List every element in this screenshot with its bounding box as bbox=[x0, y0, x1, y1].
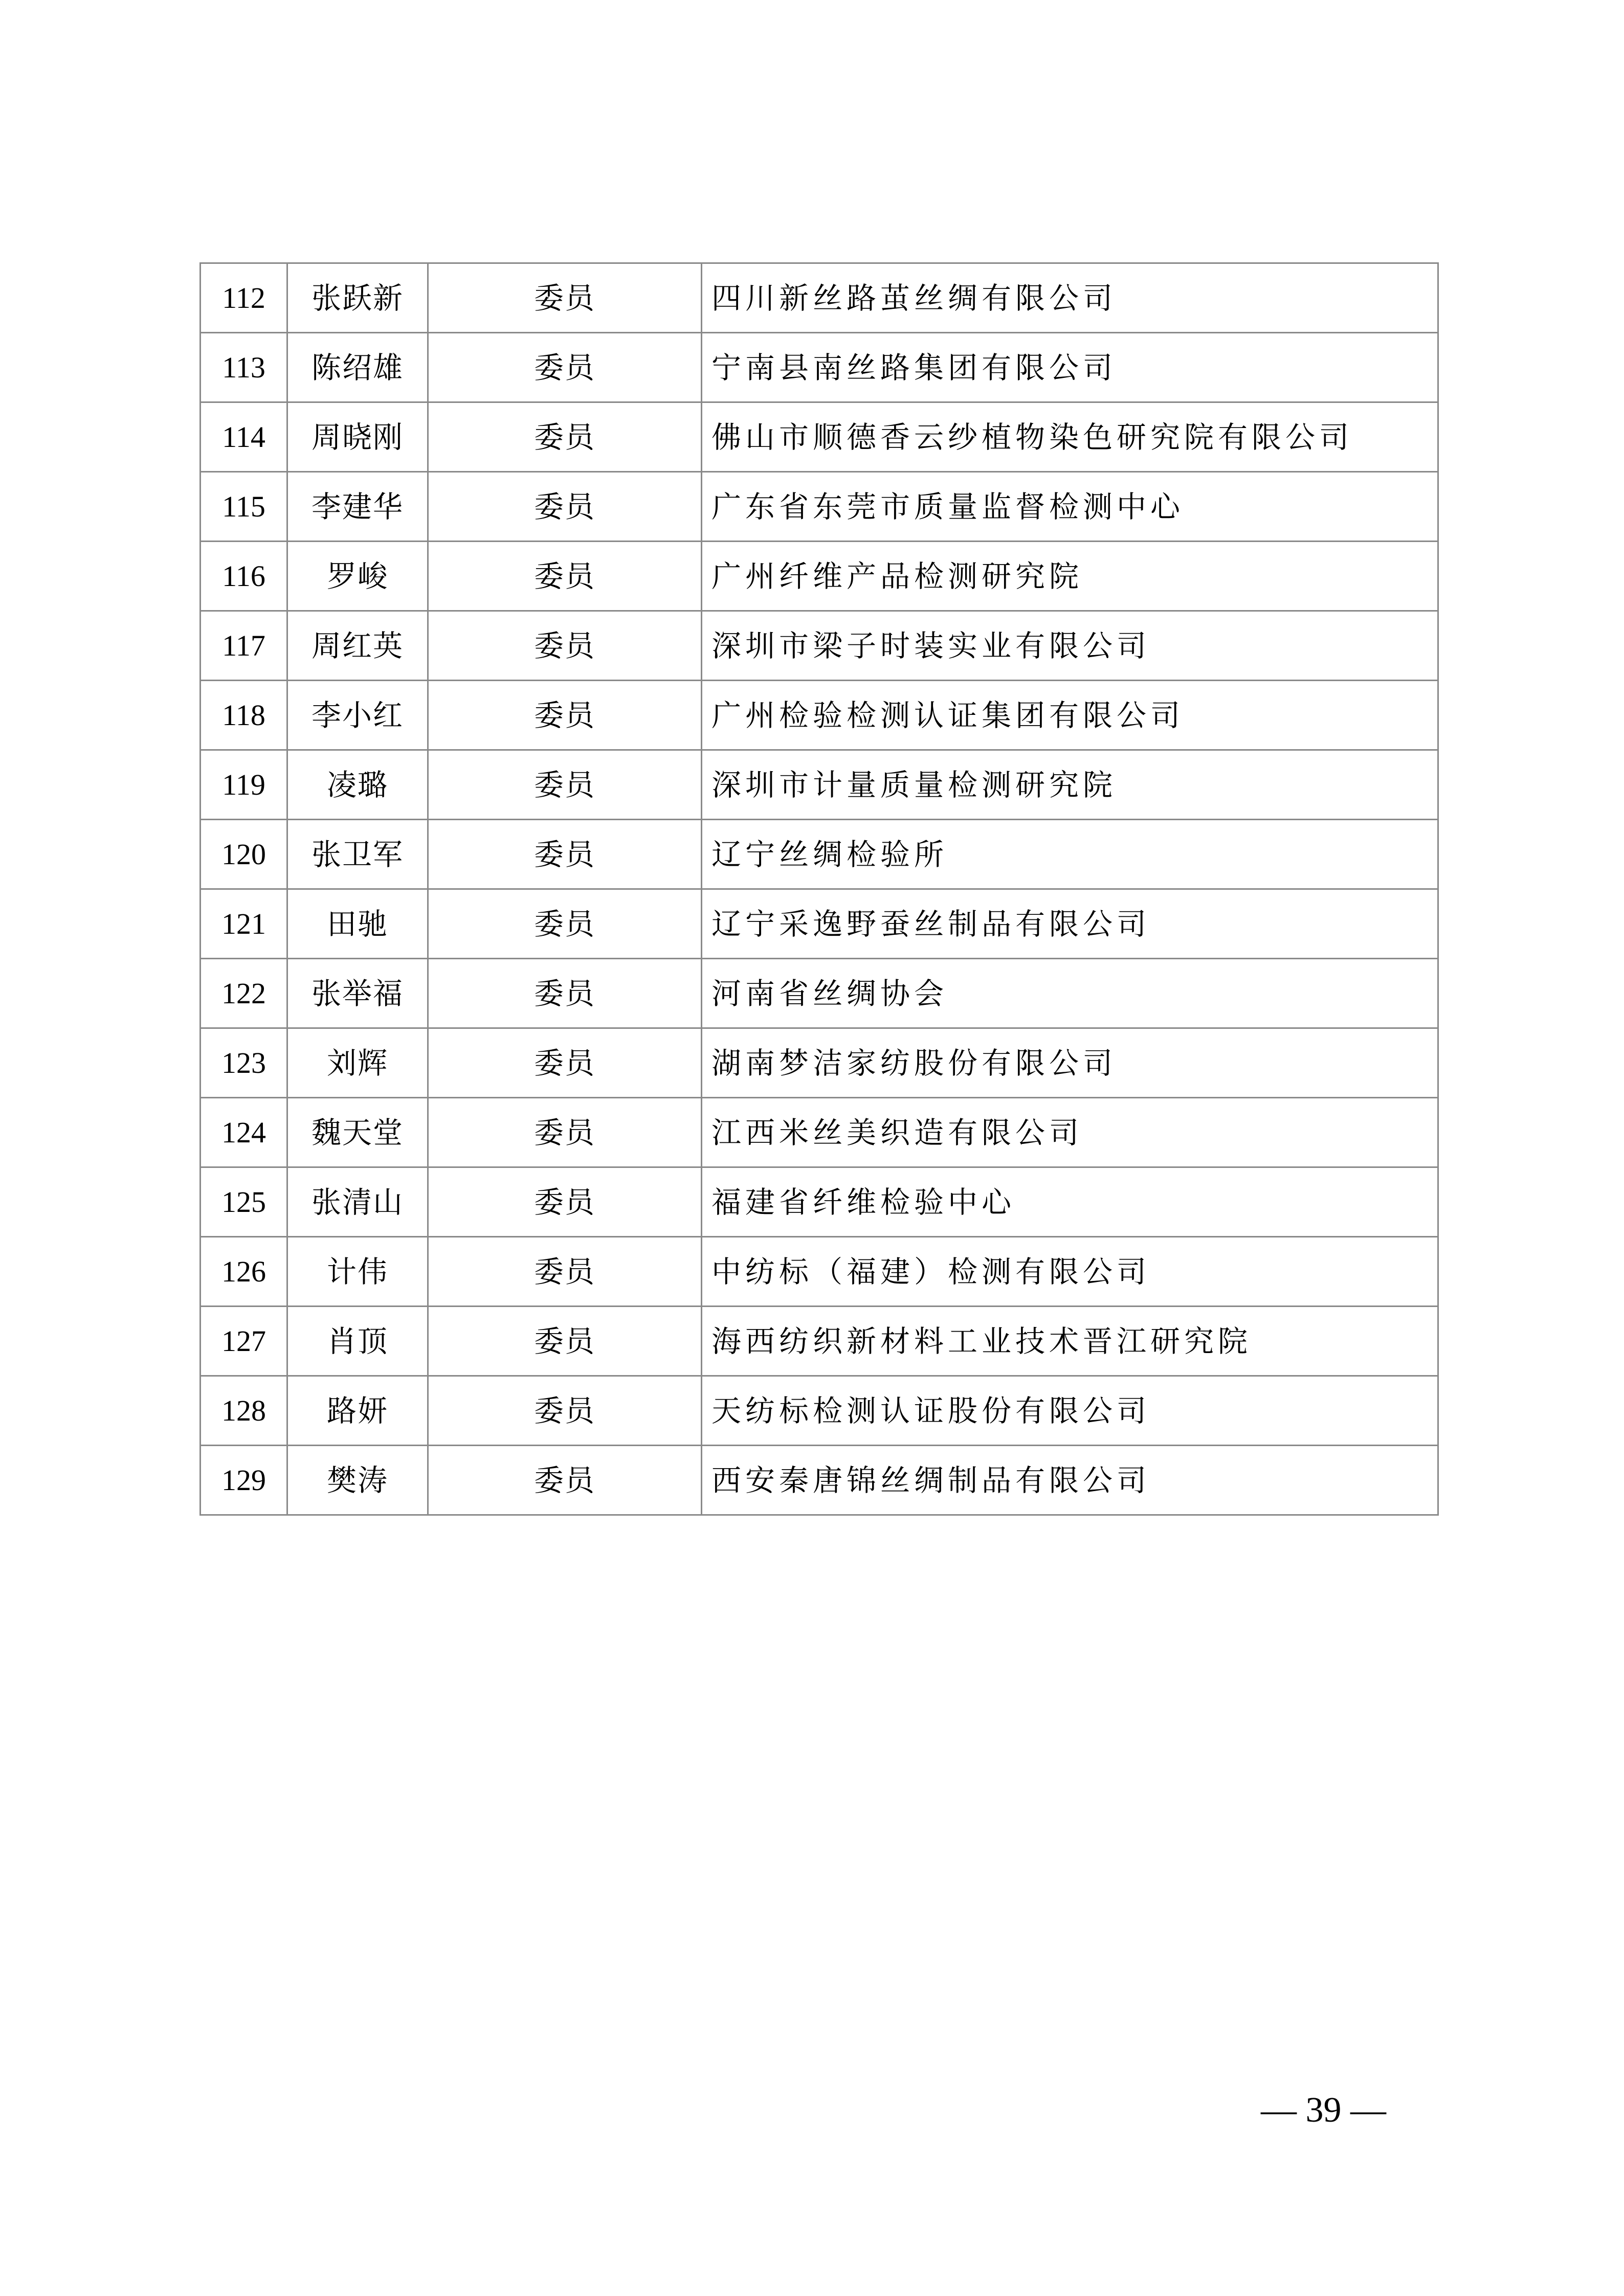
member-organization: 深圳市计量质量检测研究院 bbox=[702, 750, 1438, 820]
row-number: 123 bbox=[201, 1028, 287, 1098]
row-number: 114 bbox=[201, 402, 287, 472]
table-row bbox=[201, 820, 1438, 889]
member-name: 肖顶 bbox=[287, 1307, 428, 1376]
row-number: 113 bbox=[201, 333, 287, 402]
member-organization: 四川新丝路茧丝绸有限公司 bbox=[702, 263, 1438, 333]
table-row bbox=[201, 1028, 1438, 1098]
table-row bbox=[201, 889, 1438, 959]
member-name: 周红英 bbox=[287, 611, 428, 681]
member-role: 委员 bbox=[428, 681, 702, 750]
table-row bbox=[201, 402, 1438, 472]
member-organization: 辽宁采逸野蚕丝制品有限公司 bbox=[702, 889, 1438, 959]
table-row bbox=[201, 1237, 1438, 1307]
member-organization: 辽宁丝绸检验所 bbox=[702, 820, 1438, 889]
member-name: 计伟 bbox=[287, 1237, 428, 1307]
member-name: 凌璐 bbox=[287, 750, 428, 820]
table-row bbox=[201, 1376, 1438, 1446]
member-organization: 佛山市顺德香云纱植物染色研究院有限公司 bbox=[702, 402, 1438, 472]
table-row bbox=[201, 542, 1438, 611]
member-name: 路妍 bbox=[287, 1376, 428, 1446]
member-role: 委员 bbox=[428, 611, 702, 681]
table-row bbox=[201, 681, 1438, 750]
member-name: 魏天堂 bbox=[287, 1098, 428, 1167]
table-row bbox=[201, 959, 1438, 1028]
member-name: 樊涛 bbox=[287, 1446, 428, 1515]
row-number: 120 bbox=[201, 820, 287, 889]
member-organization: 广州纤维产品检测研究院 bbox=[702, 542, 1438, 611]
row-number: 126 bbox=[201, 1237, 287, 1307]
member-organization: 江西米丝美织造有限公司 bbox=[702, 1098, 1438, 1167]
table-row bbox=[201, 611, 1438, 681]
member-role: 委员 bbox=[428, 333, 702, 402]
member-organization: 福建省纤维检验中心 bbox=[702, 1167, 1438, 1237]
member-role: 委员 bbox=[428, 889, 702, 959]
row-number: 127 bbox=[201, 1307, 287, 1376]
member-role: 委员 bbox=[428, 959, 702, 1028]
table-row bbox=[201, 750, 1438, 820]
member-name: 李建华 bbox=[287, 472, 428, 542]
member-name: 周晓刚 bbox=[287, 402, 428, 472]
member-name: 刘辉 bbox=[287, 1028, 428, 1098]
member-name: 罗峻 bbox=[287, 542, 428, 611]
member-role: 委员 bbox=[428, 1237, 702, 1307]
member-name: 田驰 bbox=[287, 889, 428, 959]
table-row bbox=[201, 333, 1438, 402]
member-role: 委员 bbox=[428, 402, 702, 472]
table-row bbox=[201, 472, 1438, 542]
member-role: 委员 bbox=[428, 750, 702, 820]
row-number: 115 bbox=[201, 472, 287, 542]
table-row bbox=[201, 1167, 1438, 1237]
member-role: 委员 bbox=[428, 542, 702, 611]
row-number: 118 bbox=[201, 681, 287, 750]
member-name: 李小红 bbox=[287, 681, 428, 750]
member-role: 委员 bbox=[428, 820, 702, 889]
row-number: 117 bbox=[201, 611, 287, 681]
row-number: 124 bbox=[201, 1098, 287, 1167]
member-organization: 深圳市梁子时装实业有限公司 bbox=[702, 611, 1438, 681]
table-row bbox=[201, 1446, 1438, 1515]
row-number: 129 bbox=[201, 1446, 287, 1515]
member-name: 陈绍雄 bbox=[287, 333, 428, 402]
table-row bbox=[201, 1307, 1438, 1376]
member-name: 张卫军 bbox=[287, 820, 428, 889]
table-row bbox=[201, 263, 1438, 333]
member-role: 委员 bbox=[428, 1028, 702, 1098]
member-organization: 广东省东莞市质量监督检测中心 bbox=[702, 472, 1438, 542]
member-organization: 西安秦唐锦丝绸制品有限公司 bbox=[702, 1446, 1438, 1515]
row-number: 125 bbox=[201, 1167, 287, 1237]
member-organization: 河南省丝绸协会 bbox=[702, 959, 1438, 1028]
page-number: — 39 — bbox=[1261, 2090, 1386, 2130]
member-organization: 宁南县南丝路集团有限公司 bbox=[702, 333, 1438, 402]
member-organization: 海西纺织新材料工业技术晋江研究院 bbox=[702, 1307, 1438, 1376]
member-organization: 广州检验检测认证集团有限公司 bbox=[702, 681, 1438, 750]
member-organization: 中纺标（福建）检测有限公司 bbox=[702, 1237, 1438, 1307]
member-role: 委员 bbox=[428, 263, 702, 333]
row-number: 121 bbox=[201, 889, 287, 959]
member-role: 委员 bbox=[428, 1098, 702, 1167]
member-role: 委员 bbox=[428, 1446, 702, 1515]
row-number: 112 bbox=[201, 263, 287, 333]
row-number: 116 bbox=[201, 542, 287, 611]
table-row bbox=[201, 1098, 1438, 1167]
member-organization: 湖南梦洁家纺股份有限公司 bbox=[702, 1028, 1438, 1098]
member-role: 委员 bbox=[428, 472, 702, 542]
member-role: 委员 bbox=[428, 1167, 702, 1237]
member-role: 委员 bbox=[428, 1307, 702, 1376]
member-name: 张清山 bbox=[287, 1167, 428, 1237]
row-number: 122 bbox=[201, 959, 287, 1028]
member-name: 张举福 bbox=[287, 959, 428, 1028]
row-number: 128 bbox=[201, 1376, 287, 1446]
member-name: 张跃新 bbox=[287, 263, 428, 333]
member-organization: 天纺标检测认证股份有限公司 bbox=[702, 1376, 1438, 1446]
member-role: 委员 bbox=[428, 1376, 702, 1446]
row-number: 119 bbox=[201, 750, 287, 820]
member-table bbox=[199, 262, 1439, 1516]
